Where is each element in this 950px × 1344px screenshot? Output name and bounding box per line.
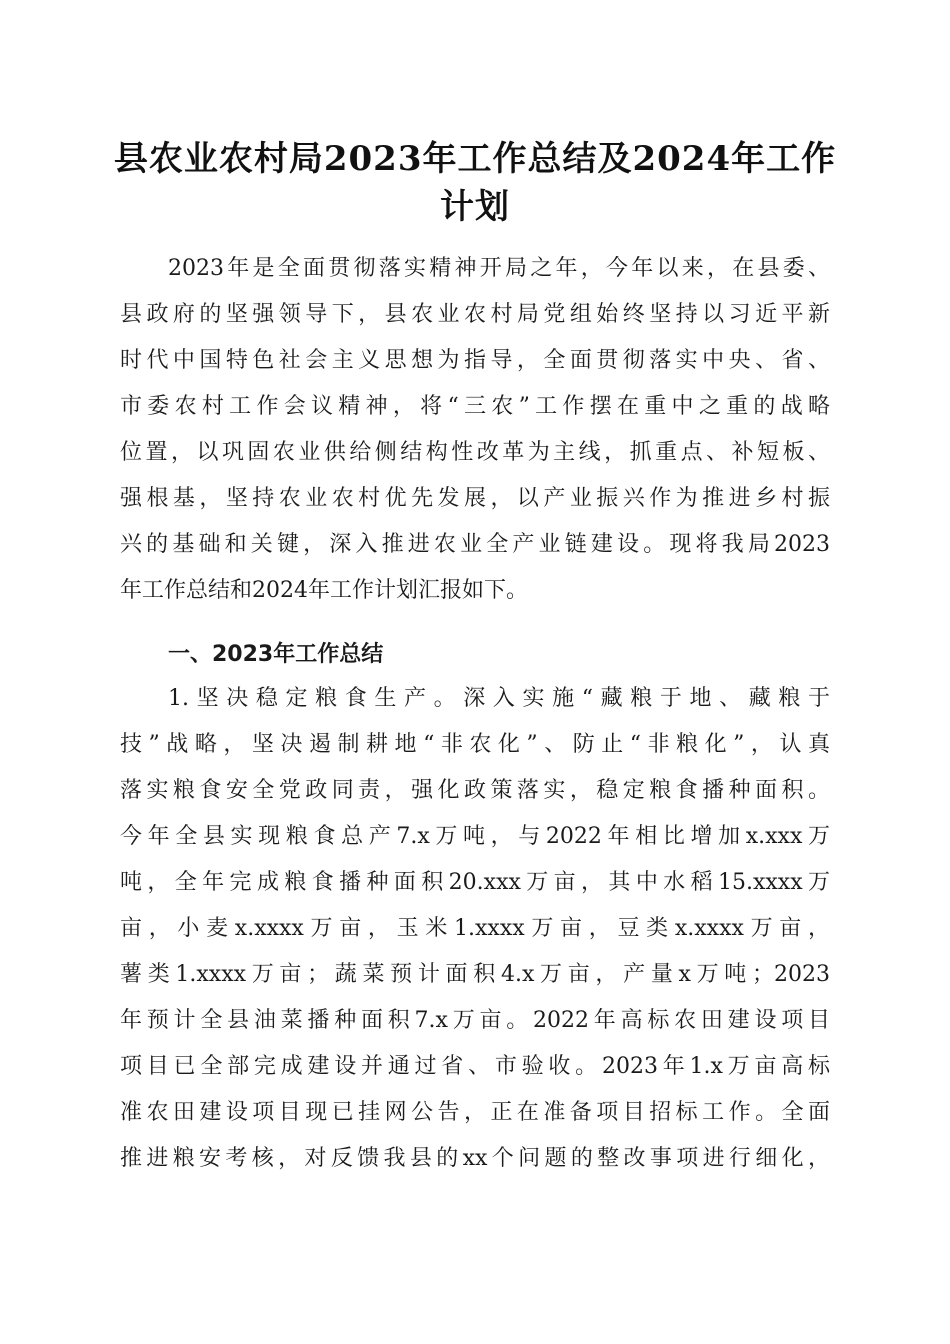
paragraph-line: 2023年是全面贯彻落实精神开局之年，今年以来，在县委、 [168,256,830,281]
intro-paragraph [120,246,830,614]
paragraph-line: 项目已全部完成建设并通过省、市验收。2023年1.x万亩高标 [120,1054,830,1079]
paragraph-line: 吨，全年完成粮食播种面积20.xxx万亩，其中水稻15.xxxx万 [120,870,830,895]
paragraph-line: 位置，以巩固农业供给侧结构性改革为主线，抓重点、补短板、 [120,440,830,465]
paragraph-line: 今年全县实现粮食总产7.x万吨，与2022年相比增加x.xxx万 [120,824,830,849]
paragraph-line: 薯类1.xxxx万亩；蔬菜预计面积4.x万亩，产量x万吨；2023 [120,962,830,987]
paragraph-line: 兴的基础和关键，深入推进农业全产业链建设。现将我局2023 [120,532,830,557]
paragraph-line: 落实粮食安全党政同责，强化政策落实，稳定粮食播种面积。 [120,778,830,803]
paragraph-line: 县政府的坚强领导下，县农业农村局党组始终坚持以习近平新 [120,302,830,327]
section-heading-block [120,632,830,678]
paragraph-line: 推进粮安考核，对反馈我县的xx个问题的整改事项进行细化， [120,1146,830,1171]
paragraph-line: 技”战略，坚决遏制耕地“非农化”、防止“非粮化”，认真 [120,732,830,757]
paragraph-line: 时代中国特色社会主义思想为指导，全面贯彻落实中央、省、 [120,348,830,373]
paragraph-line: 年工作总结和2024年工作计划汇报如下。 [120,578,528,603]
section-heading: 一、2023年工作总结 [168,642,384,667]
item1-paragraph [120,676,830,1182]
document-title-line-2: 计划 [440,187,510,227]
paragraph-line: 市委农村工作会议精神，将“三农”工作摆在重中之重的战略 [120,394,830,419]
paragraph-line: 1.坚决稳定粮食生产。深入实施“藏粮于地、藏粮于 [168,686,830,711]
paragraph-line: 准农田建设项目现已挂网公告，正在准备项目招标工作。全面 [120,1100,830,1125]
paragraph-line: 亩，小麦x.xxxx万亩，玉米1.xxxx万亩，豆类x.xxxx万亩， [120,916,830,941]
paragraph-line: 强根基，坚持农业农村优先发展，以产业振兴作为推进乡村振 [120,486,830,511]
paragraph-line: 年预计全县油菜播种面积7.x万亩。2022年高标农田建设项目 [120,1008,830,1033]
document-title-line-1: 县农业农村局2023年工作总结及2024年工作 [113,139,837,179]
